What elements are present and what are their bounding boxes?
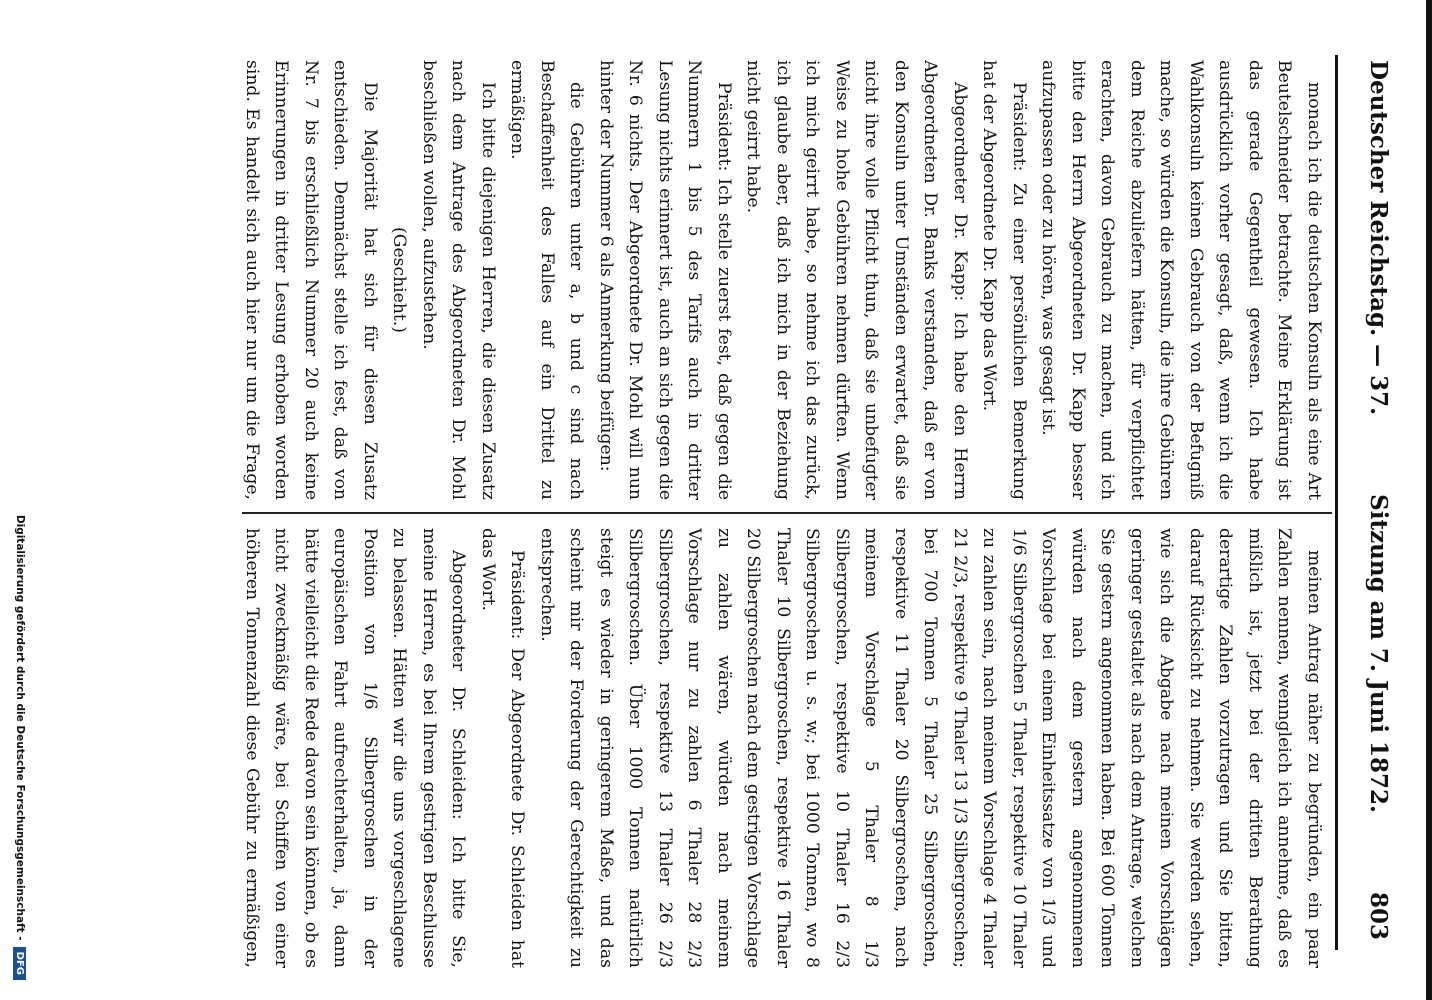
footer-text: Digitalisierung gefördert durch die Deutsche Forschungsgemeinschaft - bbox=[14, 514, 26, 941]
paragraph: monach ich die deutschen Konsuln als eine Art Beutelschneider betrachte. Meine Erklärung ist das gerade Gegentheil gewesen. Ich habe ausdrücklich vorher gesagt, daß, wenn ich die Wahlkonsuln keinen Gebrauch von der Befugniß mache, so würden die Konsuln, die ihre Gebühren dem Reiche abzuliefern hätten, für verpflichtet erachten, davon Gebrauch zu machen, und ich bitte den Herrn Abgeordneten Dr. Kapp besser aufzupassen oder zu hören, was gesagt ist. bbox=[1038, 60, 1324, 500]
paragraph: Präsident: Zu einer persönlichen Bemerkung hat der Abgeordnete Dr. Kapp das Wort. bbox=[979, 60, 1029, 500]
column-divider bbox=[242, 512, 1332, 514]
paragraph: Präsident: Ich stelle zuerst fest, daß gegen die Nummern 1 bis 5 des Tarifs auch in dritter Lesung nichts erinnert ist, auch an sich gegen die Nr. 6 nichts. Der Abgeordnete Dr. Mohl will nun hinter der Nummer 6 als Anmerkung beifügen: bbox=[596, 60, 734, 500]
header-rule bbox=[1335, 55, 1338, 950]
page-header bbox=[1344, 60, 1414, 940]
left-column bbox=[238, 60, 1328, 500]
paragraph: Die Majorität hat sich für diesen Zusatz entschieden. Demnächst stelle ich fest, daß von Nr. 7 bis erschließlich Nummer 20 auch keine Erinnerungen in dritter Lesung erhoben worden sind. Es handelt sich auch hier nur um die Frage, bbox=[242, 60, 380, 500]
paragraph: Präsident: Der Abgeordnete Dr. Schleiden hat das Wort. bbox=[478, 528, 528, 968]
header-left: Deutscher Reichstag. — 37. bbox=[1365, 60, 1393, 416]
scan-border-line bbox=[1426, 0, 1432, 1000]
header-session-date: Sitzung am 7. Juni 1872. bbox=[1365, 494, 1393, 814]
paragraph: Ich bitte diejenigen Herren, die diesen Zusatz nach dem Antrage des Abgeordneten Dr. Mohl beschließen wollen, aufzustehen. bbox=[419, 60, 498, 500]
digitization-footer bbox=[6, 20, 34, 980]
paragraph: Abgeordneter Dr. Schleiden: Ich bitte Sie, meine Herren, es bei Ihrem gestrigen Beschlusse zu belassen. Hätten wir die uns vorgeschlagene Position von 1/6 Silbergroschen in der europäischen Fahrt aufrechterhalten, ja, dann hätte vielleicht die Rede davon sein können, ob es nicht zweckmäßig wäre, bei Schiffen von einer höheren Tonnenzahl diese Gebühr zu ermäßigen, bbox=[242, 528, 469, 968]
page-number: 803 bbox=[1365, 891, 1393, 940]
right-column bbox=[238, 528, 1328, 968]
paragraph: die Gebühren unter a, b und c sind nach Beschaffenheit des Falles auf ein Drittel zu ermäßigen. bbox=[507, 60, 587, 500]
dfg-logo: DFG bbox=[14, 947, 27, 980]
paragraph: meinen Antrag näher zu begründen, ein paar Zahlen nennen, wenngleich ich annehme, daß es mißlich ist, jetzt bei der dritten Berathung derartige Zahlen vorzutragen und Sie bitten, darauf Rücksicht zu nehmen. Sie werden sehen, wie sich die Abgabe nach meinen Vorschlägen geringer gestaltet als nach dem Antrage, welchen Sie gestern angenommen haben. Bei 600 Tonnen würden nach dem gestern angenommenen Vorschlage bei einem Einheitssatze von 1/3 und 1/6 Silbergroschen 5 Thaler, respektive 10 Thaler zu zahlen sein, nach meinem Vorschlage 4 Thaler 21 2/3, respektive 9 Thaler 13 1/3 Silbergroschen; bei 700 Tonnen 5 Thaler 25 Silbergroschen, respektive 11 Thaler 20 Silbergroschen, nach meinem Vorschlage 5 Thaler 8 1/3 Silbergroschen, respektive 10 Thaler 16 2/3 Silbergroschen u. s. w.; bei 1000 Tonnen, wo 8 Thaler 10 Silbergroschen, respektive 16 Thaler 20 Silbergroschen nach dem gestrigen Vorschlage zu zahlen wären, würden nach meinem Vorschlage nur zu zahlen 6 Thaler 28 2/3 Silbergroschen, respektive 13 Thaler 26 2/3 Silbergroschen. Über 1000 Tonnen natürlich steigt es wieder in geringerem Maße, und das scheint mir der Forderung der Gerechtigkeit zu entsprechen. bbox=[537, 528, 1324, 968]
paragraph: Abgeordneter Dr. Kapp: Ich habe den Herrn Abgeordneten Dr. Banks verstanden, daß er von den Konsuln unter Umständen erwartet, daß sie nicht ihre volle Pflicht thun, daß sie unbefugter Weise zu hohe Gebühren nehmen dürften. Wenn ich mich geirrt habe, so nehme ich das zurück, ich glaube aber, daß ich mich in der Beziehung nicht geirrt habe. bbox=[743, 60, 970, 500]
paragraph: (Geschieht.) bbox=[389, 227, 410, 333]
